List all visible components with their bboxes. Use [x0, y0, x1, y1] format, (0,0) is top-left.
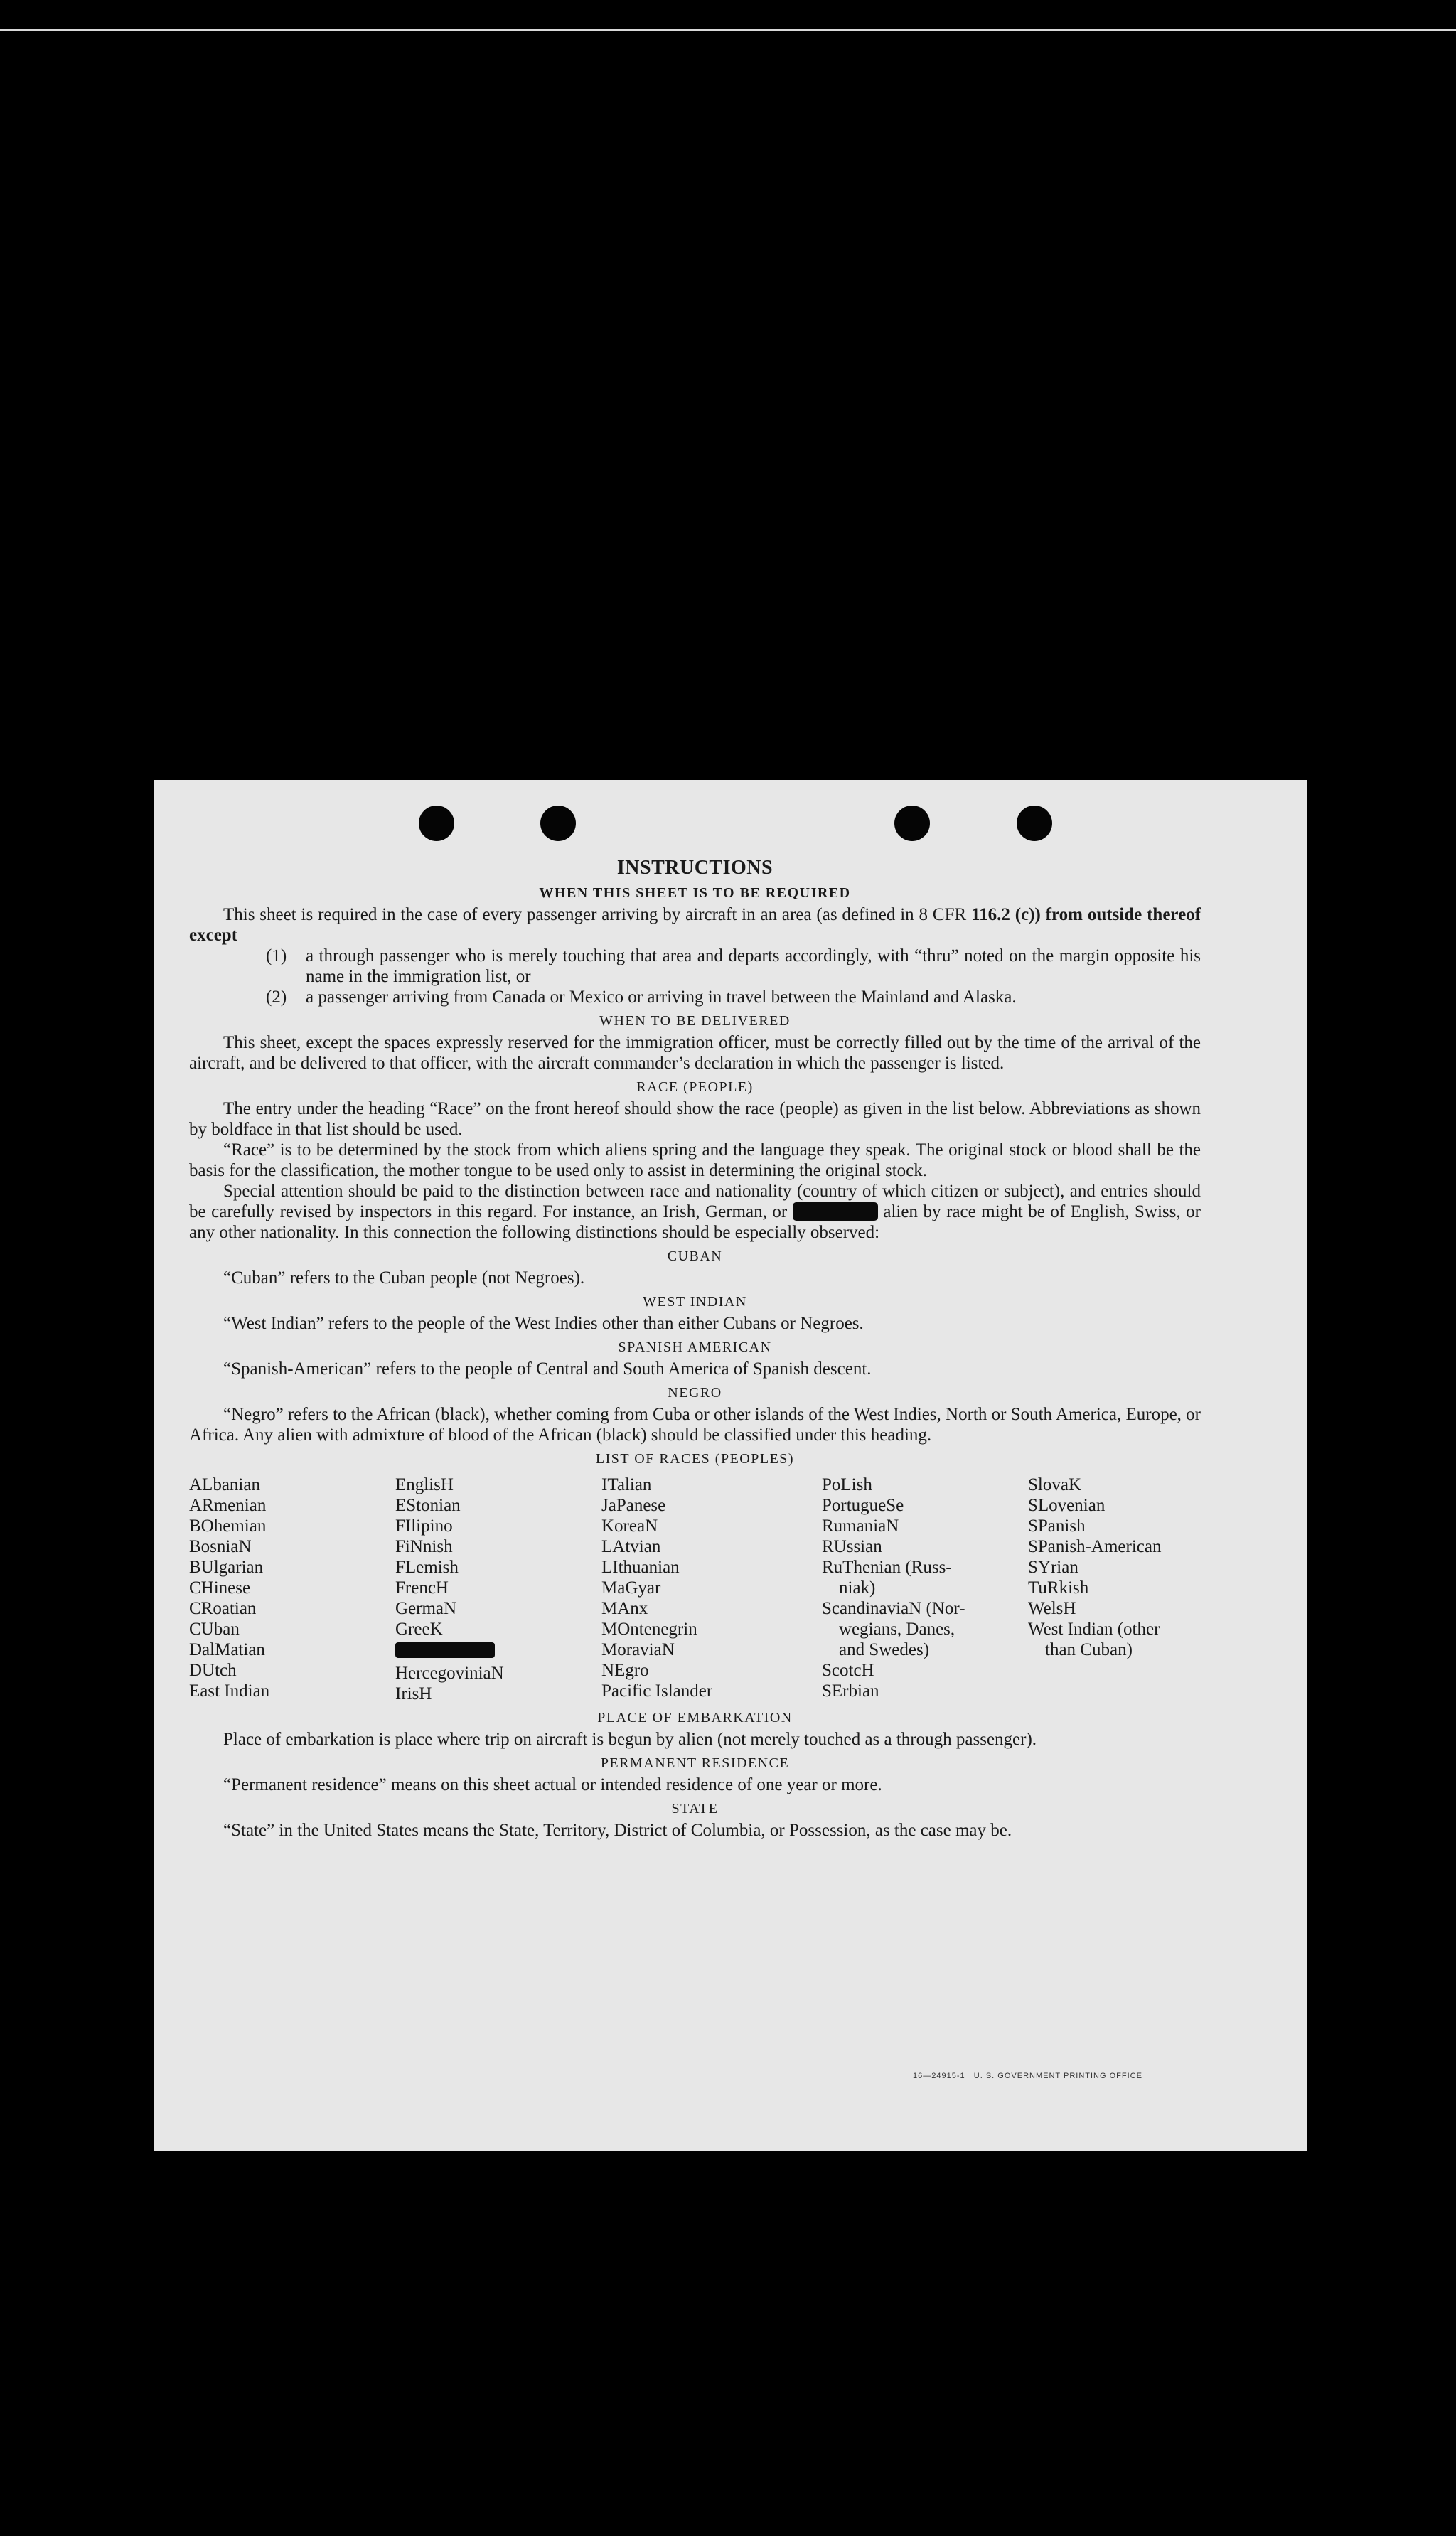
list-item: ITalian [601, 1475, 652, 1494]
list-item: ScandinaviaN (Nor- [822, 1599, 965, 1618]
list-item: ALbanian [189, 1475, 260, 1494]
races-column-2 [395, 1475, 601, 1704]
spanish-american-text: “Spanish-American” refers to the people of Central and South America of Spanish descent. [223, 1359, 872, 1379]
section-heading-required: WHEN THIS SHEET IS TO BE REQUIRED [539, 885, 851, 901]
list-item: BosniaN [189, 1537, 252, 1556]
list-item: niak) [839, 1578, 876, 1598]
list-item: and Swedes) [839, 1640, 930, 1659]
list-item: MoraviaN [601, 1640, 675, 1659]
list-item: than Cuban) [1045, 1640, 1133, 1659]
list-item: PoLish [822, 1475, 872, 1494]
list-item: ScotcH [822, 1661, 874, 1680]
list-item-redacted [395, 1639, 601, 1663]
section-heading-races-list: LIST OF RACES (PEOPLES) [595, 1451, 795, 1467]
punch-hole [540, 806, 576, 841]
delivered-text: This sheet, except the spaces expressly reserved for the immigration officer, must be correctly filled out by the time of the arrival of the aircraft, and be delivered to that officer, with the aircraft commander’s declaration in which the passenger is listed. [189, 1033, 1201, 1073]
list-item: MAnx [601, 1599, 648, 1618]
list-item: NEgro [601, 1661, 649, 1680]
list-item: RUssian [822, 1537, 882, 1556]
section-heading-west-indian: WEST INDIAN [643, 1294, 747, 1310]
list-item: IrisH [395, 1684, 432, 1703]
residence-text: “Permanent residence” means on this sheet actual or intended residence of one year or more. [223, 1775, 882, 1794]
redaction-mark [793, 1202, 878, 1221]
races-column-5 [1028, 1475, 1199, 1704]
section-heading-cuban: CUBAN [667, 1248, 723, 1264]
list-item: DUtch [189, 1661, 237, 1680]
list-item: KoreaN [601, 1516, 658, 1536]
races-list [189, 1475, 1201, 1704]
race-paragraph-2: “Race” is to be determined by the stock from which aliens spring and the language they speak. The original stock or blood shall be the basis for the classification, the mother tongue to be used only to assist in determining the original stock. [189, 1140, 1201, 1180]
list-item: EStonian [395, 1496, 461, 1515]
list-item: BOhemian [189, 1516, 267, 1536]
list-item: PortugueSe [822, 1496, 904, 1515]
list-item: MaGyar [601, 1578, 661, 1598]
redaction-mark [395, 1642, 495, 1658]
races-column-3 [601, 1475, 822, 1704]
list-item: WelsH [1028, 1599, 1076, 1618]
section-heading-state: STATE [671, 1801, 719, 1817]
list-item: Pacific Islander [601, 1681, 713, 1701]
section-heading-spanish-american: SPANISH AMERICAN [618, 1339, 772, 1355]
printer-imprint: 16—24915-1 U. S. GOVERNMENT PRINTING OFFICE [913, 2072, 1142, 2080]
list-item: TuRkish [1028, 1578, 1089, 1598]
list-item: RumaniaN [822, 1516, 899, 1536]
list-item: SLovenian [1028, 1496, 1106, 1515]
list-item: wegians, Danes, [839, 1620, 956, 1639]
negro-text: “Negro” refers to the African (black), whether coming from Cuba or other islands of the West Indies, North or South America, Europe, or Africa. Any alien with admixture of blood of the African (black) should be classified under this heading. [189, 1405, 1201, 1445]
list-item: BUlgarian [189, 1558, 264, 1577]
list-item: DalMatian [189, 1640, 265, 1659]
list-item: CUban [189, 1620, 240, 1639]
exception-item: (1) a through passenger who is merely touching that area and departs accordingly, with “thru” noted on the margin opposite his name in the immigration list, or [266, 946, 1201, 986]
list-item: SErbian [822, 1681, 879, 1701]
list-item: West Indian (other [1028, 1620, 1160, 1639]
punch-hole [1017, 806, 1052, 841]
races-column-4 [822, 1475, 1028, 1704]
list-item: RuThenian (Russ- [822, 1558, 952, 1577]
list-item: MOntenegrin [601, 1620, 697, 1639]
required-intro: This sheet is required in the case of every passenger arriving by aircraft in an area (as defined in 8 CFR 116.2 (c)) from outside thereof except [189, 905, 1201, 945]
cuban-text: “Cuban” refers to the Cuban people (not Negroes). [223, 1268, 585, 1288]
list-item: FLemish [395, 1558, 459, 1577]
punch-hole [419, 806, 454, 841]
scan-border-line [0, 29, 1456, 31]
list-item: SPanish-American [1028, 1537, 1162, 1556]
list-item: CHinese [189, 1578, 251, 1598]
exception-item: (2) a passenger arriving from Canada or Mexico or arriving in travel between the Mainland and Alaska. [266, 988, 1017, 1007]
section-heading-residence: PERMANENT RESIDENCE [600, 1755, 790, 1771]
page-title: INSTRUCTIONS [616, 857, 774, 879]
race-paragraph-3: Special attention should be paid to the distinction between race and nationality (country of which citizen or subject), and entries should be carefully revised by inspectors in this regard. For instance, an Irish, German, or alien by race might be of English, Swiss, or any other nationality. In this connection the following distinctions should be especially observed: [189, 1182, 1201, 1242]
section-heading-embarkation: PLACE OF EMBARKATION [597, 1710, 793, 1726]
list-item: FrencH [395, 1578, 449, 1598]
list-item: SPanish [1028, 1516, 1086, 1536]
list-item: LAtvian [601, 1537, 661, 1556]
section-heading-negro: NEGRO [668, 1385, 722, 1401]
list-item: GermaN [395, 1599, 457, 1618]
west-indian-text: “West Indian” refers to the people of the West Indies other than either Cubans or Negroes. [223, 1314, 864, 1333]
list-item: HercegoviniaN [395, 1664, 504, 1683]
section-heading-delivered: WHEN TO BE DELIVERED [599, 1013, 791, 1029]
list-item: FiNnish [395, 1537, 453, 1556]
race-paragraph-1: The entry under the heading “Race” on the front hereof should show the race (people) as given in the list below. Abbreviations as shown by boldface in that list should be used. [189, 1099, 1201, 1139]
list-item: SlovaK [1028, 1475, 1081, 1494]
list-item: FIlipino [395, 1516, 453, 1536]
races-column-1 [189, 1475, 395, 1704]
list-item: JaPanese [601, 1496, 666, 1515]
state-text: “State” in the United States means the State, Territory, District of Columbia, or Possession, as the case may be. [223, 1821, 1012, 1840]
section-heading-race: RACE (PEOPLE) [636, 1079, 754, 1095]
list-item: SYrian [1028, 1558, 1078, 1577]
punch-hole [894, 806, 930, 841]
list-item: EnglisH [395, 1475, 454, 1494]
list-item: LIthuanian [601, 1558, 680, 1577]
embarkation-text: Place of embarkation is place where trip on aircraft is begun by alien (not merely touched as a through passenger). [223, 1730, 1037, 1749]
list-item: GreeK [395, 1620, 443, 1639]
list-item: CRoatian [189, 1599, 257, 1618]
list-item: ARmenian [189, 1496, 267, 1515]
instructions-content [189, 857, 1201, 1841]
list-item: East Indian [189, 1681, 270, 1701]
